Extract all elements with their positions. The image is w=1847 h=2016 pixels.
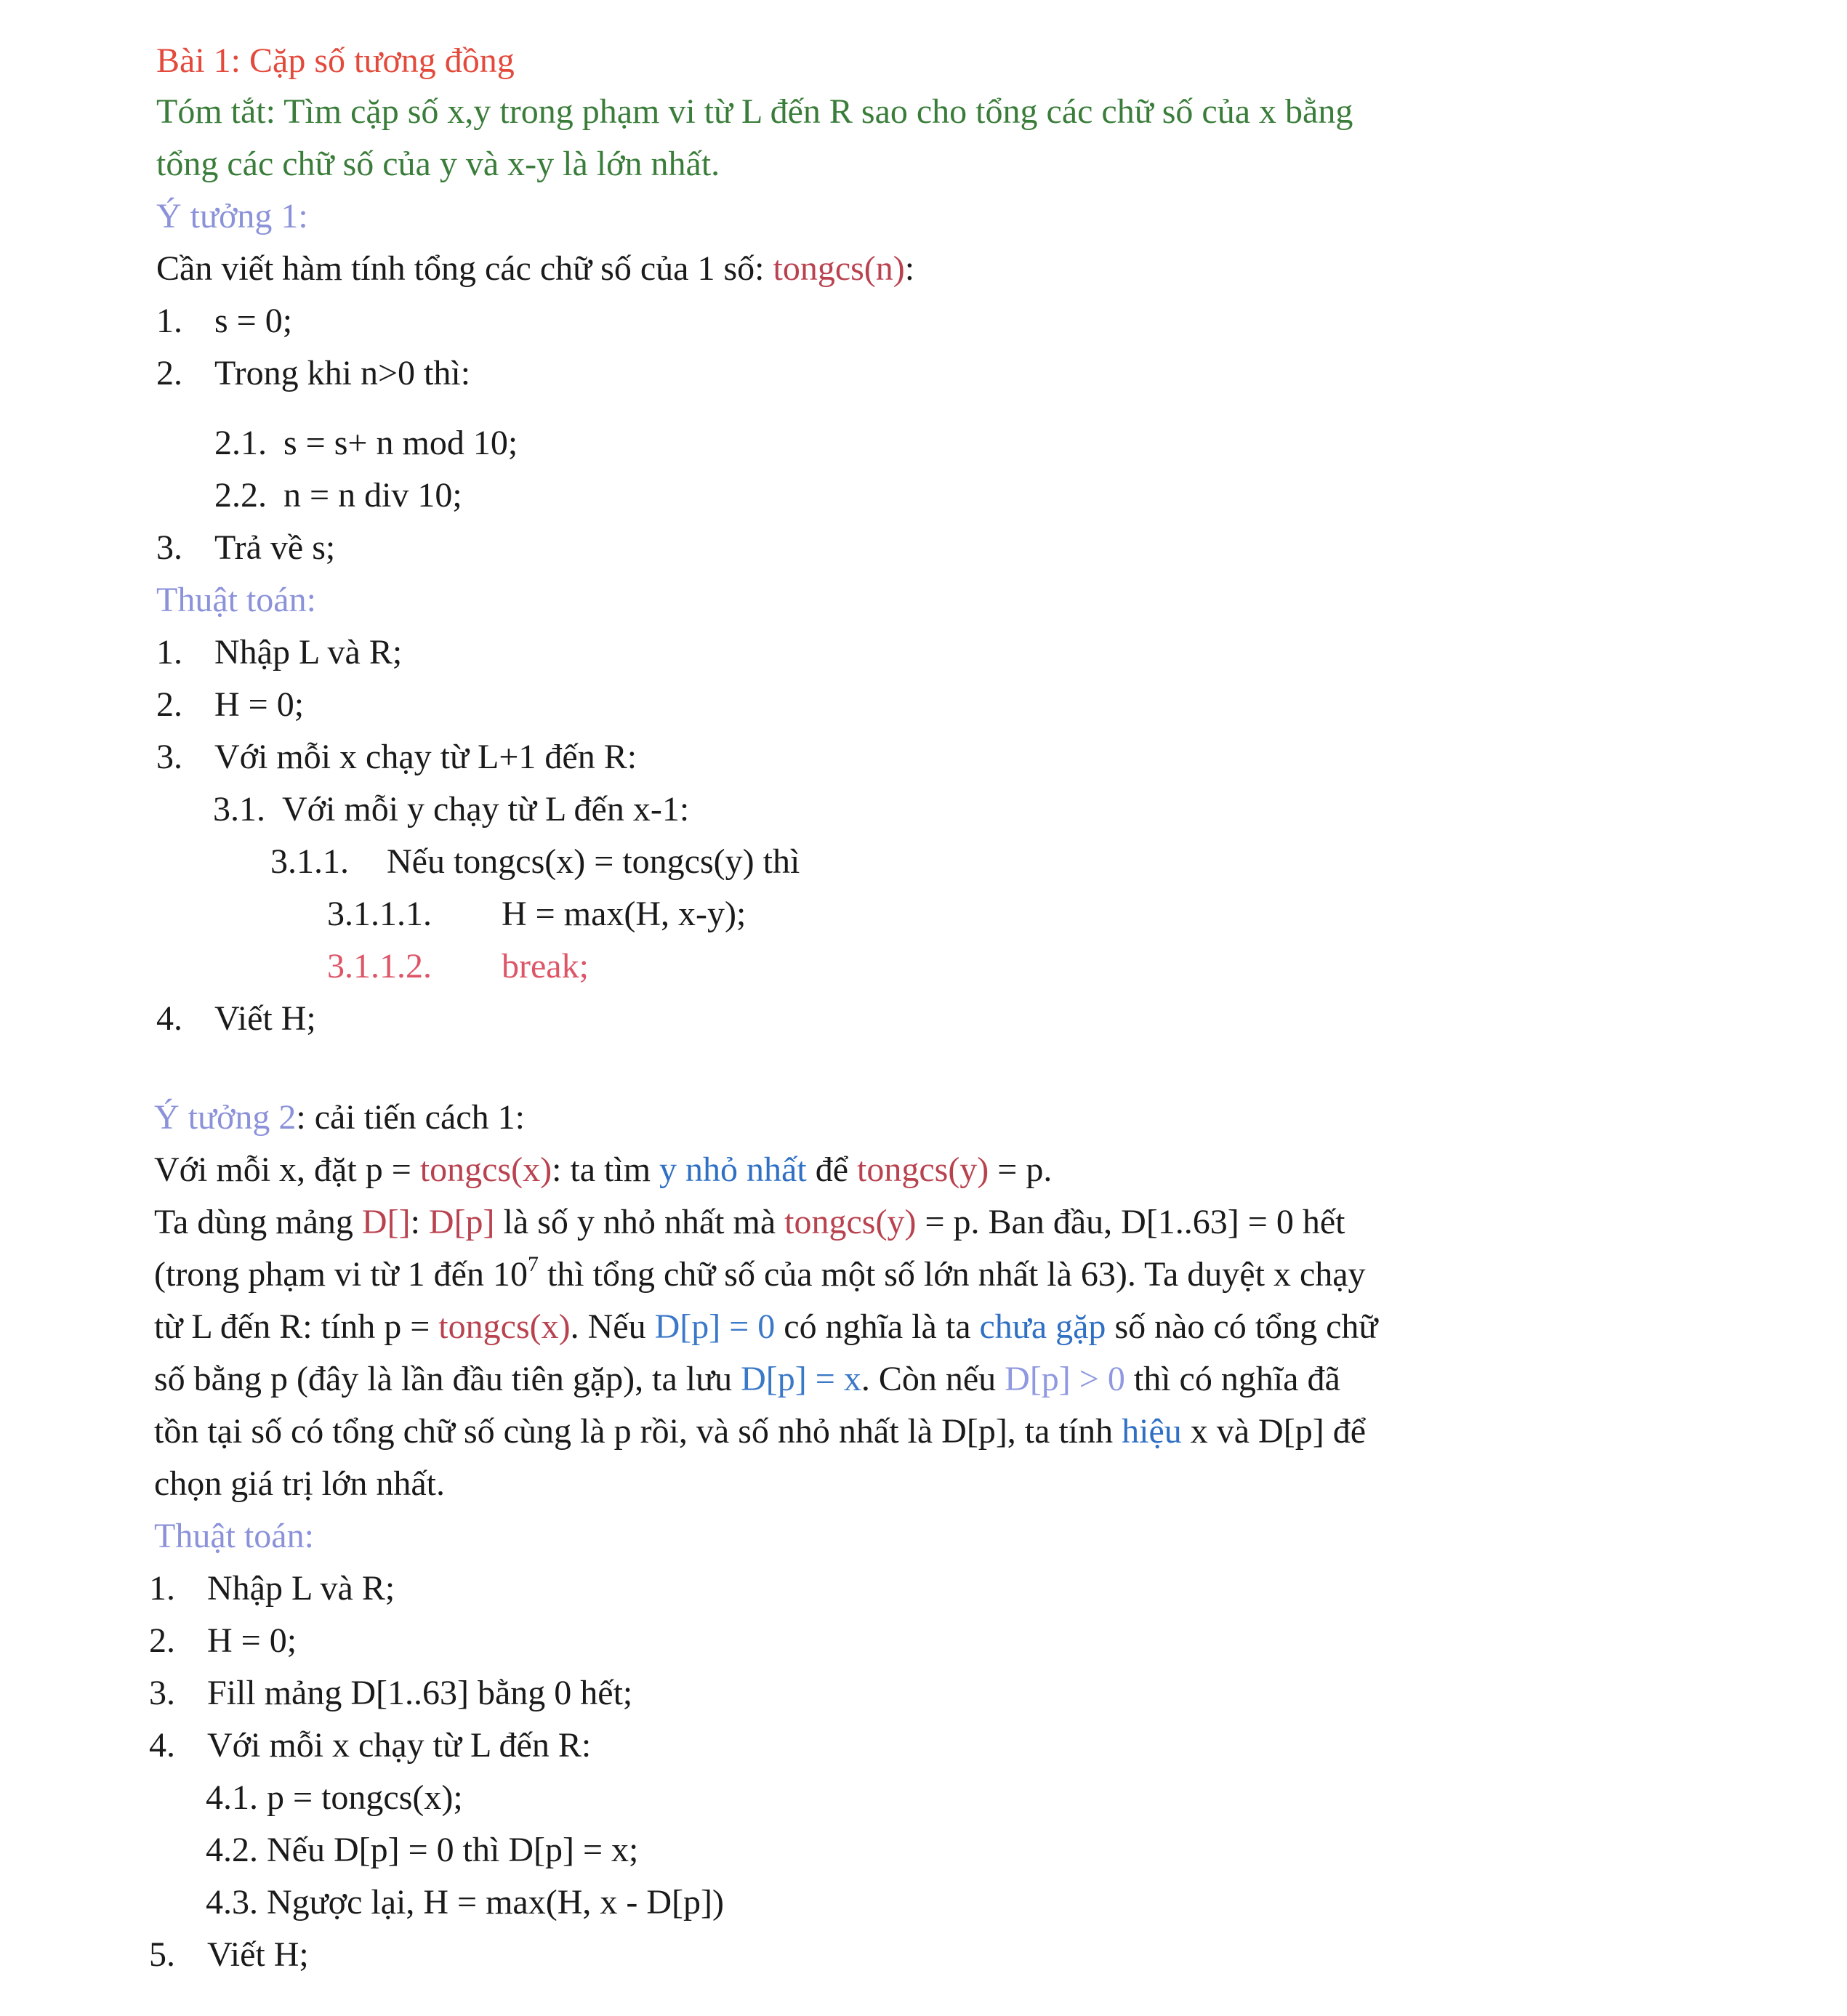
step-text: H = max(H, x-y); — [502, 895, 747, 933]
idea1-algo-step — [156, 679, 304, 731]
idea2-paragraph-2-line-2 — [154, 1249, 1366, 1301]
text: . Nếu — [570, 1307, 655, 1346]
text: : — [410, 1203, 429, 1241]
step-text: Nhập L và R; — [207, 1569, 395, 1608]
intro-text: Cần viết hàm tính tổng các chữ số của 1 số: — [156, 249, 773, 288]
idea1-step — [156, 522, 335, 574]
step-text: Với mỗi x chạy từ L đến R: — [207, 1726, 592, 1765]
highlight: D[p] = 0 — [654, 1307, 776, 1346]
text: x và D[p] để — [1181, 1412, 1366, 1451]
text: số nào có tổng chữ — [1106, 1307, 1378, 1346]
step-number: 3. — [156, 738, 182, 776]
text: : ta tìm — [552, 1150, 660, 1189]
idea1-algo-step — [156, 731, 637, 783]
step-number: 3. — [149, 1674, 175, 1712]
step-number: 2.1. — [214, 424, 267, 462]
step-text: s = s+ n mod 10; — [283, 424, 518, 462]
step-text: Ngược lại, H = max(H, x - D[p]) — [267, 1883, 724, 1922]
idea2-algo-step — [206, 1876, 724, 1929]
highlight: D[p] = x — [741, 1360, 861, 1398]
step-text: Với mỗi x chạy từ L+1 đến R: — [214, 738, 637, 776]
step-number: 2. — [149, 1621, 175, 1660]
idea2-algo-step — [149, 1667, 632, 1719]
exponent: 7 — [527, 1252, 539, 1276]
idea1-step — [156, 295, 292, 347]
step-number: 3.1.1.2. — [327, 947, 432, 985]
idea1-algo-step — [156, 993, 316, 1045]
text: thì tổng chữ số của một số lớn nhất là 63). Ta duyệt x chạy — [538, 1255, 1366, 1294]
idea2-paragraph-2-line-4 — [154, 1353, 1340, 1406]
summary-line-2: tổng các chữ số của y và x-y là lớn nhất. — [156, 145, 720, 183]
step-text: Viết H; — [214, 999, 316, 1038]
step-text: Với mỗi y chạy từ L đến x-1: — [282, 790, 690, 828]
text: Ta dùng mảng — [154, 1203, 362, 1241]
step-text: break; — [502, 947, 589, 985]
text: là số y nhỏ nhất mà — [494, 1203, 785, 1241]
step-number: 4.1. — [206, 1778, 258, 1817]
idea2-heading-number: 2 — [278, 1098, 297, 1137]
step-number: 2. — [156, 685, 182, 724]
idea1-step — [156, 347, 470, 400]
idea2-algo-step — [149, 1615, 297, 1667]
idea1-algo-step — [213, 783, 689, 836]
idea2-paragraph-2-line-5 — [154, 1406, 1366, 1458]
step-number: 3.1. — [213, 790, 265, 828]
highlight: chưa gặp — [979, 1307, 1106, 1346]
idea2-algo-step — [206, 1824, 638, 1876]
step-number: 1. — [149, 1569, 175, 1608]
idea2-algo-step — [149, 1563, 395, 1615]
step-text: s = 0; — [214, 302, 293, 340]
summary-line-1: Tóm tắt: Tìm cặp số x,y trong phạm vi từ L đến R sao cho tổng các chữ số của x bằng — [156, 92, 1353, 131]
idea2-algo-step — [149, 1719, 591, 1772]
step-number: 2. — [156, 354, 182, 392]
step-number: 5. — [149, 1935, 175, 1974]
text: Với mỗi x, đặt p = — [154, 1150, 420, 1189]
step-number: 4.2. — [206, 1831, 258, 1869]
text: số bằng p (đây là lần đầu tiên gặp), ta lưu — [154, 1360, 741, 1398]
step-number: 1. — [156, 633, 182, 672]
step-number: 4. — [156, 999, 182, 1038]
step-text: Fill mảng D[1..63] bằng 0 hết; — [207, 1674, 633, 1712]
text: có nghĩa là ta — [775, 1307, 980, 1346]
text: từ L đến R: tính p = — [154, 1307, 439, 1346]
intro-end: : — [904, 249, 915, 288]
step-number: 3.1.1. — [270, 842, 349, 881]
idea2-paragraph-1 — [154, 1144, 1052, 1196]
idea2-heading — [154, 1092, 525, 1144]
idea1-algo-step — [327, 888, 746, 940]
step-number: 4. — [149, 1726, 175, 1765]
problem-title: Bài 1: Cặp số tương đồng — [156, 41, 515, 80]
step-number: 2.2. — [214, 476, 267, 515]
step-text: Trong khi n>0 thì: — [214, 354, 471, 392]
step-text: p = tongcs(x); — [267, 1778, 463, 1817]
highlight: y nhỏ nhất — [659, 1150, 807, 1189]
idea1-intro — [156, 243, 914, 295]
array-ref: D[] — [361, 1203, 411, 1241]
step-text: Nếu D[p] = 0 thì D[p] = x; — [267, 1831, 639, 1869]
idea2-algo-heading: Thuật toán: — [154, 1517, 314, 1555]
idea2-heading-rest: : cải tiến cách 1: — [296, 1098, 525, 1137]
idea1-step — [214, 417, 518, 469]
func-ref: tongcs(x) — [438, 1307, 571, 1346]
intro-func: tongcs(n) — [773, 249, 905, 288]
text: = p. Ban đầu, D[1..63] = 0 hết — [916, 1203, 1345, 1241]
step-number: 3. — [156, 528, 182, 567]
idea2-heading-label: Ý tưởng — [154, 1098, 279, 1137]
func-ref: tongcs(y) — [857, 1150, 989, 1189]
array-ref: D[p] — [428, 1203, 495, 1241]
highlight: D[p] > 0 — [1005, 1360, 1125, 1398]
idea2-algo-step — [149, 1929, 309, 1981]
step-text: Nếu tongcs(x) = tongcs(y) thì — [387, 842, 800, 881]
idea1-algo-heading: Thuật toán: — [156, 581, 316, 619]
step-text: Nhập L và R; — [214, 633, 403, 672]
idea1-step — [214, 469, 462, 522]
idea1-heading: Ý tưởng 1: — [156, 197, 308, 235]
text: để — [806, 1150, 857, 1189]
func-ref: tongcs(y) — [784, 1203, 917, 1241]
func-ref: tongcs(x) — [419, 1150, 552, 1189]
step-text: Trả về s; — [214, 528, 336, 567]
step-number: 1. — [156, 302, 182, 340]
text: thì có nghĩa đã — [1124, 1360, 1340, 1398]
idea2-algo-step — [206, 1772, 463, 1824]
idea2-paragraph-2-line-1 — [154, 1196, 1345, 1249]
step-number: 3.1.1.1. — [327, 895, 432, 933]
idea2-paragraph-2-line-3 — [154, 1301, 1377, 1353]
step-text: H = 0; — [214, 685, 305, 724]
text: (trong phạm vi từ 1 đến 10 — [154, 1255, 528, 1294]
step-text: n = n div 10; — [283, 476, 462, 515]
highlight: hiệu — [1122, 1412, 1182, 1451]
text: . Còn nếu — [861, 1360, 1005, 1398]
idea1-algo-step — [327, 940, 589, 993]
idea2-paragraph-2-line-6: chọn giá trị lớn nhất. — [154, 1464, 445, 1503]
step-text: H = 0; — [207, 1621, 297, 1660]
idea1-algo-step — [270, 836, 800, 888]
idea1-algo-step — [156, 626, 402, 679]
text: tồn tại số có tổng chữ số cùng là p rồi, và số nhỏ nhất là D[p], ta tính — [154, 1412, 1122, 1451]
text: = p. — [989, 1150, 1053, 1189]
step-text: Viết H; — [207, 1935, 309, 1974]
step-number: 4.3. — [206, 1883, 258, 1922]
